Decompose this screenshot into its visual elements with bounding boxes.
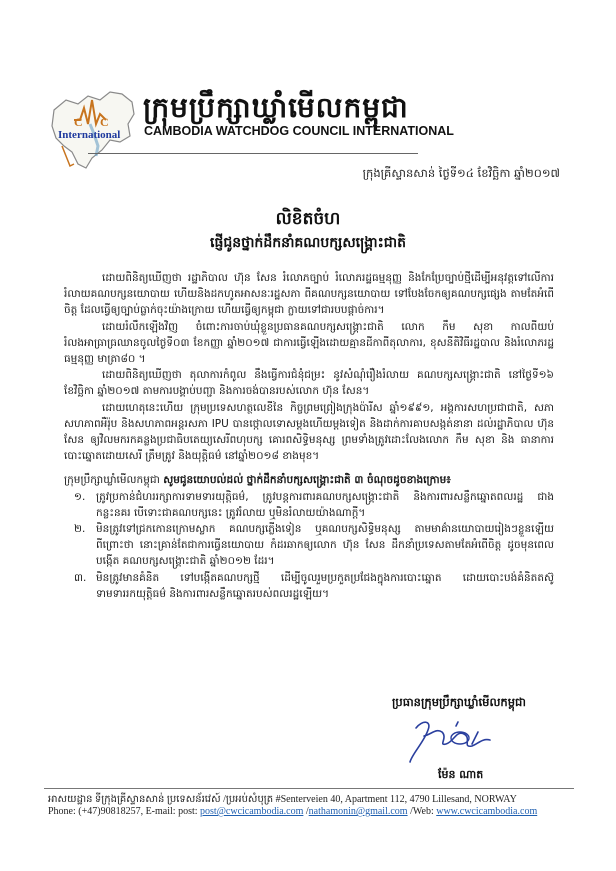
demand-item	[74, 489, 554, 521]
intro-suffix: ថ្នាក់ដឹកនាំបក្សសង្គ្រោះជាតិ ៣ ចំណុចដូចខាងក្រោម៖	[246, 474, 451, 487]
email-link-post[interactable]: post@cwcicambodia.com	[200, 806, 304, 817]
phone-text: Phone: (+47)90818257, E-mail: post:	[48, 806, 201, 817]
body-paragraph: ដោយពិនិត្យឃើញថា រដ្ឋាភិបាល ហ៊ុន សែន រំលោភច្បាប់ រំលោភរដ្ឋធម្មនុញ្ញ និងកែប្រែច្បាប់ថ្មីដើម្បីអនុវត្តទៅលើការរំលាយគណបក្សនយោបាយ ហើយនិងដកហូតអាសនៈរដ្ឋសភា ពីគណបក្សនយោបាយ ទៅបែងចែកឲ្យគណបក្សផ្សេង តាមតែអំពើចិត្ត ដែលធ្វើឲ្យច្បាប់ធ្លាក់ចុះយ៉ាងក្រោយ ហើយធ្វើឲ្យកម្ពុជា ក្លាយទៅជារបបផ្តាច់ការ។	[64, 272, 554, 317]
separator: /	[303, 806, 309, 817]
footer-address: អាសយដ្ឋាន ទីក្រុងគ្រីស្ទានសាន់ ប្រទេសន័រវេស៍ /ប្រអប់សំបុត្រ #Senterveien 40, Apartment 112, 4790 Lillesand, NORWAY	[48, 794, 517, 805]
body-paragraph: ដោយរំលឹកឡើងវិញ ចំពោះការចាប់ឃុំខ្លួនប្រធានគណបក្សសង្គ្រោះជាតិ លោក កឹម សុខា កាលពីយប់រំលងអាធ្រាធ្រឈានចូលថ្ងៃទី០៣ ខែកញ្ញា ឆ្នាំ២០១៧ ជាការធ្វើឡើងដោយគ្មានដីកាពីតុលាការ, ខុសនីតិវិធីរដ្ឋបាល និងរំលោភរដ្ឋធម្មនុញ្ញ មាត្រា៨០ ។	[64, 320, 554, 366]
cambodia-map-logo-icon	[44, 80, 140, 176]
signer-name: ម៉ែន ណាត	[438, 768, 484, 781]
demand-item	[74, 570, 554, 602]
org-name-khmer: ក្រុមប្រឹក្សាឃ្លាំមើលកម្ពុជា	[143, 91, 409, 124]
letter-body	[64, 270, 554, 602]
header-divider	[88, 153, 418, 154]
intro-prefix: ក្រុមប្រឹក្សាឃ្លាំមើលកម្ពុជា	[64, 474, 160, 487]
demands-list	[64, 489, 554, 602]
web-label: /Web:	[407, 806, 437, 817]
svg-text:C: C	[74, 115, 83, 129]
signatory-title: ប្រធានក្រុមប្រឹក្សាឃ្លាំមើលកម្ពុជា	[392, 695, 526, 709]
footer-contact	[48, 806, 537, 817]
demand-number: ៣.	[74, 571, 87, 584]
handwritten-signature-icon	[402, 714, 502, 766]
demand-number: ១.	[74, 490, 86, 503]
date-line: ក្រុងគ្រីស្ទានសាន់ ថ្ងៃទី១៤ ខែវិច្ឆិកា ឆ្នាំ២០១៧	[362, 166, 560, 180]
demand-text: មិនត្រូវមានគំនិត ទៅបង្កើតគណបក្សថ្មី ដើម្បីចូលរួមប្រកួតប្រជែងក្នុងការបោះឆ្នោត ដោយបោះបង់គំនិតតស៊ូទាមទាររកយុត្តិធម៌ និងការពារសន្លឹកឆ្នោតរបស់ពលរដ្ឋឡើយ។	[96, 571, 554, 600]
demand-text: មិនត្រូវទៅជ្រកកោនក្រោមស្លាក គណបក្សភ្លើងទៀន ឬគណបក្សសិទ្ធិមនុស្ស តាមមាគ៌ានយោបាយរៀងៗខ្លួនឡើយ ពីព្រោះថា នោះគ្រាន់តែជាការធ្វើនយោបាយ កំដរឆាកឲ្យលោក ហ៊ុន សែន ដឹកនាំប្រទេសតាមតែអំពើចិត្ត ដូចមុនពេលបង្កើត គណបក្សសង្គ្រោះជាតិ ឆ្នាំ២០១២ ដែរ។	[96, 523, 554, 568]
website-link[interactable]: www.cwcicambodia.com	[436, 806, 538, 817]
body-paragraph: ដោយហេតុនេះហើយ ក្រុមប្រទេសហត្ថលេខីនៃ កិច្ចព្រមព្រៀងក្រុងប៉ារីស ឆ្នាំ១៩៩១, អង្គការសហប្រជាជាតិ, សភាសហភាពអឺរ៉ុប និងសហភាពអន្តរសភា IPU បានថ្កោលទោសម្តងហើយម្តងទៀត និងដាក់ការគាបសង្កត់នានា ដល់រដ្ឋាភិបាល ហ៊ុន សែន ឲ្យវិលមករកគន្លងប្រជាធិបតេយ្យសេរីពហុបក្ស គោរពសិទ្ធិមនុស្ស ព្រមទាំងត្រូវដោះលែងលោក កឹម សុខា និង ធានាការបោះឆ្នោតដោយសេរី ត្រឹមត្រូវ និងយុត្តិធម៌ នៅឆ្នាំ២០១៨ ខាងមុខ។	[64, 401, 554, 463]
org-name-english: CAMBODIA WATCHDOG COUNCIL INTERNATIONAL	[144, 124, 454, 138]
demands-intro	[64, 472, 554, 488]
footer-divider	[44, 788, 574, 789]
body-paragraph: ដោយពិនិត្យឃើញថា តុលាការកំពូល នឹងធ្វើការជំនុំជម្រះ នូវសំណុំរឿងរំលាយ គណបក្សសង្គ្រោះជាតិ នៅថ្ងៃទី១៦ ខែវិច្ឆិកា ឆ្នាំ២០១៧ តាមការបង្គាប់បញ្ជា និងការចង់បានរបស់លោក ហ៊ុន សែន។	[64, 369, 554, 398]
demand-item	[74, 521, 554, 570]
intro-bold: សូមជូនយោបល់ដល់	[163, 474, 244, 487]
demand-text: ត្រូវប្រកាន់ជំហររក្សាការទាមទារយុត្តិធម៌, ត្រូវបន្តការពារគណបក្សសង្គ្រោះជាតិ និងការពារសន្លឹកឆ្នោតពលរដ្ឋ ជាងកន្លះនគរ បើទោះជាគណបក្សនេះ ត្រូវរំលាយ ឬមិនរំលាយយ៉ាងណាក្តី។	[96, 490, 554, 519]
svg-text:C: C	[100, 115, 109, 129]
demand-number: ២.	[74, 523, 86, 536]
svg-text:International: International	[58, 129, 121, 141]
letter-title: លិខិតចំហ	[275, 209, 341, 229]
letter-subtitle: ផ្ញើជូនថ្នាក់ដឹកនាំគណបក្សសង្គ្រោះជាតិ	[210, 235, 406, 251]
email-link-personal[interactable]: nathamonin@gmail.com	[308, 806, 408, 817]
